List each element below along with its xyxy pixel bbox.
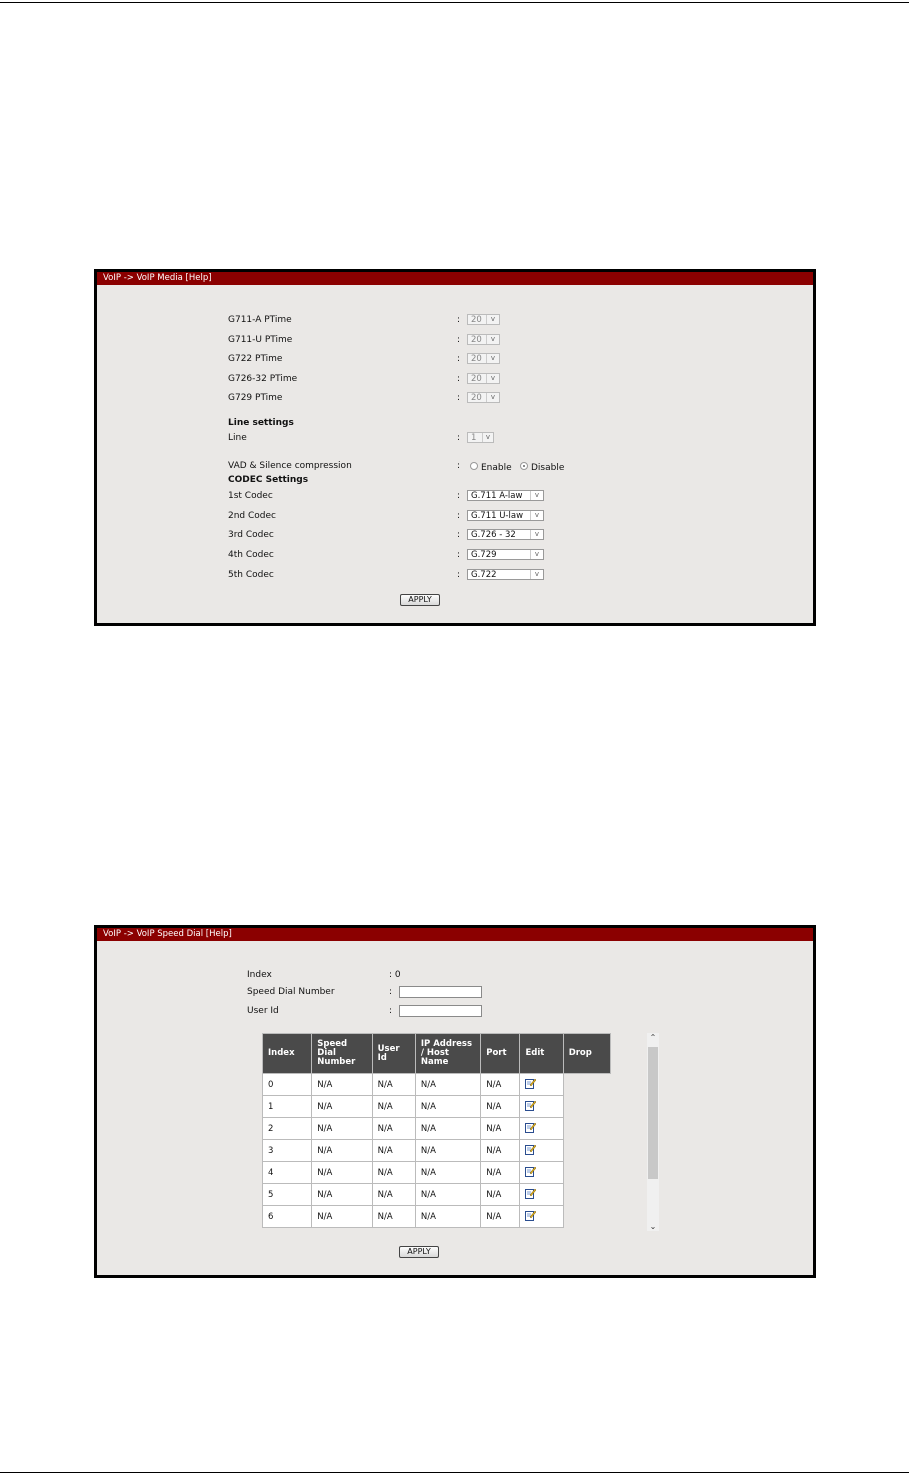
colon: : (457, 354, 461, 364)
cell-user-id: N/A (372, 1162, 415, 1184)
vad-enable-radio[interactable] (470, 462, 478, 470)
voip-media-panel (94, 269, 816, 626)
vad-enable-label: Enable (481, 463, 512, 473)
chevron-down-icon: v (486, 393, 499, 402)
codec-label-3: 3rd Codec (228, 530, 274, 540)
codec-value: G.726 - 32 (471, 530, 516, 540)
chevron-down-icon: v (486, 335, 499, 344)
colon: : (457, 511, 461, 521)
ptime-select-g729[interactable] (467, 392, 500, 403)
table-row (263, 1074, 611, 1096)
colon: : (457, 570, 461, 580)
cell-ip-address: N/A (415, 1206, 480, 1228)
cell-drop (563, 1162, 610, 1184)
ptime-select-g726[interactable] (467, 373, 500, 384)
codec-label-2: 2nd Codec (228, 511, 276, 521)
cell-index: 4 (263, 1162, 312, 1184)
vad-disable-radio[interactable] (520, 462, 528, 470)
codec-label-4: 4th Codec (228, 550, 274, 560)
col-header-drop: Drop (563, 1034, 610, 1074)
codec-label-1: 1st Codec (228, 491, 273, 501)
table-row (263, 1206, 611, 1228)
voip-speed-dial-panel (94, 925, 816, 1278)
vad-disable-label: Disable (531, 463, 565, 473)
colon: : (457, 550, 461, 560)
chevron-down-icon: v (486, 374, 499, 383)
line-settings-heading: Line settings (228, 418, 294, 428)
ptime-value: 20 (471, 374, 482, 384)
colon: : (457, 433, 461, 443)
cell-user-id: N/A (372, 1206, 415, 1228)
codec-value: G.729 (471, 550, 497, 560)
edit-icon[interactable] (525, 1166, 536, 1177)
line-value: 1 (471, 433, 477, 443)
cell-ip-address: N/A (415, 1074, 480, 1096)
help-link[interactable]: [Help] (185, 273, 212, 283)
edit-icon[interactable] (525, 1210, 536, 1221)
col-header-index: Index (263, 1034, 312, 1074)
colon: : (457, 530, 461, 540)
bottom-rule (0, 1472, 909, 1473)
ptime-value: 20 (471, 354, 482, 364)
cell-index: 2 (263, 1118, 312, 1140)
edit-icon[interactable] (525, 1188, 536, 1199)
ptime-select-g722[interactable] (467, 353, 500, 364)
codec-select-1[interactable] (467, 490, 544, 501)
codec-value: G.722 (471, 570, 497, 580)
speed-dial-number-input[interactable] (399, 986, 482, 998)
cell-edit (520, 1140, 563, 1162)
chevron-down-icon: v (530, 530, 543, 539)
index-label: Index (247, 970, 272, 980)
ptime-value: 20 (471, 335, 482, 345)
scroll-thumb[interactable] (648, 1047, 658, 1179)
cell-user-id: N/A (372, 1184, 415, 1206)
user-id-input[interactable] (399, 1005, 482, 1017)
cell-drop (563, 1184, 610, 1206)
table-row (263, 1118, 611, 1140)
cell-edit (520, 1184, 563, 1206)
colon: : (457, 461, 461, 471)
panel-title: VoIP -> VoIP Media (103, 273, 186, 283)
edit-icon[interactable] (525, 1144, 536, 1155)
colon: : (457, 315, 461, 325)
ptime-label-g722: G722 PTime (228, 354, 283, 364)
ptime-select-g711u[interactable] (467, 334, 500, 345)
chevron-down-icon: v (486, 315, 499, 324)
codec-settings-heading: CODEC Settings (228, 475, 309, 485)
cell-port: N/A (481, 1074, 520, 1096)
cell-index: 3 (263, 1140, 312, 1162)
colon: : (457, 374, 461, 384)
user-id-label: User Id (247, 1006, 279, 1016)
cell-port: N/A (481, 1140, 520, 1162)
cell-user-id: N/A (372, 1096, 415, 1118)
edit-icon[interactable] (525, 1100, 536, 1111)
cell-edit (520, 1074, 563, 1096)
cell-ip-address: N/A (415, 1162, 480, 1184)
chevron-down-icon: v (482, 433, 493, 442)
cell-user-id: N/A (372, 1074, 415, 1096)
colon: : (457, 393, 461, 403)
chevron-down-icon: v (486, 354, 499, 363)
cell-port: N/A (481, 1184, 520, 1206)
table-row (263, 1096, 611, 1118)
table-scrollbar[interactable] (647, 1033, 659, 1231)
colon: : (389, 1006, 393, 1016)
scroll-up-icon[interactable]: ⌃ (649, 1033, 657, 1042)
cell-drop (563, 1206, 610, 1228)
colon: : (457, 491, 461, 501)
cell-ip-address: N/A (415, 1184, 480, 1206)
apply-button[interactable]: APPLY (399, 1246, 439, 1258)
panel-title-bar (97, 272, 813, 285)
cell-user-id: N/A (372, 1118, 415, 1140)
cell-drop (563, 1074, 610, 1096)
cell-index: 1 (263, 1096, 312, 1118)
cell-edit (520, 1162, 563, 1184)
help-link[interactable]: [Help] (205, 929, 232, 939)
codec-select-5[interactable] (467, 569, 544, 580)
cell-index: 0 (263, 1074, 312, 1096)
cell-index: 5 (263, 1184, 312, 1206)
speed-dial-number-label: Speed Dial Number (247, 987, 335, 997)
cell-index: 6 (263, 1206, 312, 1228)
vad-label: VAD & Silence compression (228, 461, 352, 471)
scroll-down-icon[interactable]: ⌄ (649, 1222, 657, 1231)
panel-title-bar (97, 928, 813, 941)
cell-user-id: N/A (372, 1140, 415, 1162)
ptime-select-g711a[interactable] (467, 314, 500, 325)
ptime-label-g726: G726-32 PTime (228, 374, 298, 384)
apply-button[interactable]: APPLY (400, 594, 440, 606)
line-label: Line (228, 433, 247, 443)
ptime-label-g729: G729 PTime (228, 393, 283, 403)
codec-label-5: 5th Codec (228, 570, 274, 580)
codec-select-4[interactable] (467, 549, 544, 560)
cell-edit (520, 1118, 563, 1140)
ptime-value: 20 (471, 393, 482, 403)
cell-drop (563, 1096, 610, 1118)
cell-ip-address: N/A (415, 1140, 480, 1162)
codec-value: G.711 U-law (471, 511, 524, 521)
colon: : (389, 987, 393, 997)
chevron-down-icon: v (530, 491, 543, 500)
index-value: : 0 (389, 970, 401, 980)
cell-speed-dial: N/A (312, 1162, 372, 1184)
edit-icon[interactable] (525, 1078, 536, 1089)
colon: : (457, 335, 461, 345)
cell-speed-dial: N/A (312, 1096, 372, 1118)
edit-icon[interactable] (525, 1122, 536, 1133)
cell-speed-dial: N/A (312, 1184, 372, 1206)
chevron-down-icon: v (530, 570, 543, 579)
chevron-down-icon: v (530, 511, 543, 520)
cell-port: N/A (481, 1118, 520, 1140)
table-row (263, 1184, 611, 1206)
col-header-user-id: User Id (372, 1034, 415, 1074)
line-select[interactable] (467, 432, 494, 443)
cell-port: N/A (481, 1096, 520, 1118)
table-viewport-clip (257, 1233, 627, 1247)
cell-edit (520, 1206, 563, 1228)
cell-drop (563, 1140, 610, 1162)
ptime-label-g711u: G711-U PTime (228, 335, 293, 345)
cell-speed-dial: N/A (312, 1140, 372, 1162)
ptime-label-g711a: G711-A PTime (228, 315, 292, 325)
speed-dial-table (262, 1033, 611, 1228)
codec-select-3[interactable] (467, 529, 544, 540)
cell-speed-dial: N/A (312, 1206, 372, 1228)
cell-drop (563, 1118, 610, 1140)
table-row (263, 1140, 611, 1162)
cell-port: N/A (481, 1206, 520, 1228)
col-header-speed-dial: Speed Dial Number (312, 1034, 372, 1074)
col-header-edit: Edit (520, 1034, 563, 1074)
cell-ip-address: N/A (415, 1118, 480, 1140)
top-rule (0, 2, 909, 3)
chevron-down-icon: v (530, 550, 543, 559)
ptime-value: 20 (471, 315, 482, 325)
codec-select-2[interactable] (467, 510, 544, 521)
cell-port: N/A (481, 1162, 520, 1184)
cell-speed-dial: N/A (312, 1118, 372, 1140)
cell-ip-address: N/A (415, 1096, 480, 1118)
codec-value: G.711 A-law (471, 491, 523, 501)
cell-edit (520, 1096, 563, 1118)
col-header-port: Port (481, 1034, 520, 1074)
cell-speed-dial: N/A (312, 1074, 372, 1096)
table-row (263, 1162, 611, 1184)
col-header-ip-address: IP Address / Host Name (415, 1034, 480, 1074)
panel-title: VoIP -> VoIP Speed Dial (103, 929, 206, 939)
